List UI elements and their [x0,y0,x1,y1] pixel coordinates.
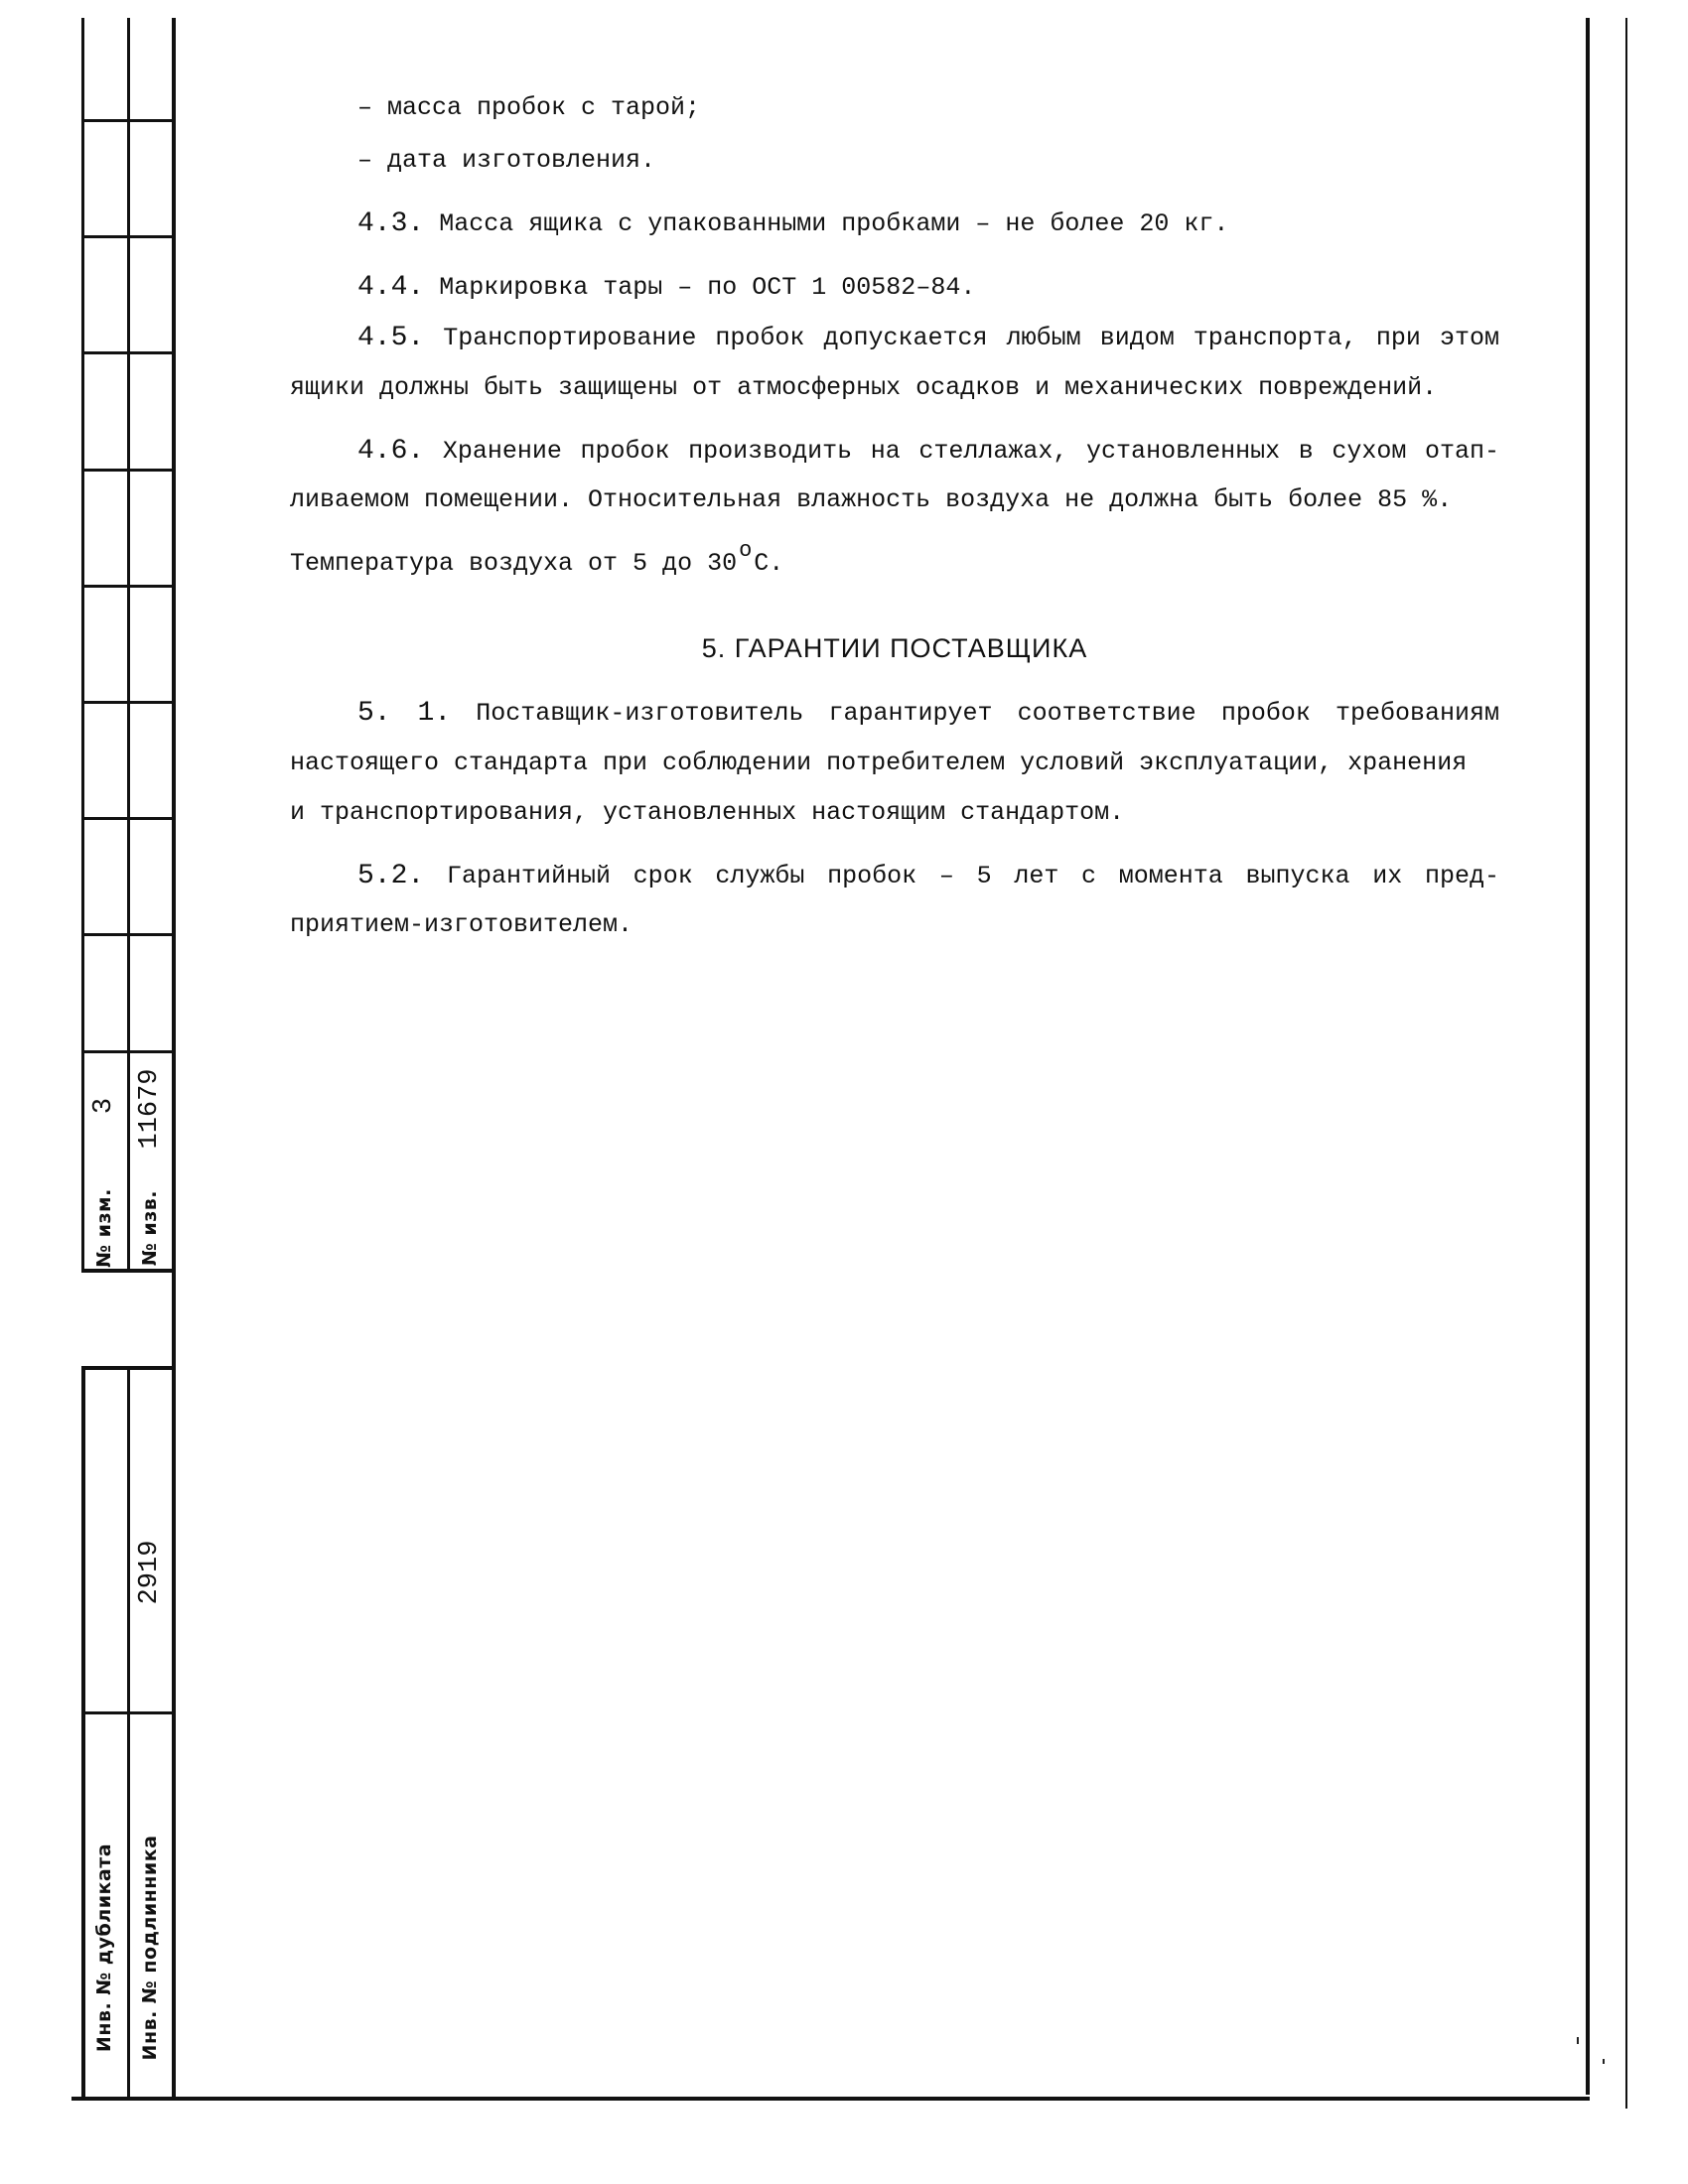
izm-label: № изм. [93,1188,115,1268]
clause-text-line: приятием-изготовителем. [290,910,633,939]
clause-number: 4.5. [357,323,425,353]
clause-4-6 [357,437,1499,467]
clause-text: Маркировка тары – по ОСТ 1 00582–84. [439,273,976,302]
clause-text-line: Хранение пробок производить на стеллажах, установленных в сухом отап- [442,437,1499,466]
clause-5-2 [357,862,1499,891]
clause-text-line [290,536,1499,579]
izm-value: 3 [89,1097,119,1115]
clause-text-line: ящики должны быть защищены от атмосферных осадков и механических повреждений. [290,373,1438,402]
podl-label: Инв. № подлинника [139,1835,161,2061]
clause-number: 4.3. [357,208,425,239]
marking-item: – дата изготовления. [357,146,656,175]
clause-4-5 [357,324,1499,353]
clause-text-line: ливаемом помещении. Относительная влажность воздуха не должна быть более 85 %. [290,485,1453,514]
marking-item: – масса пробок с тарой; [357,93,701,122]
temperature-text: Температура воздуха от 5 до 30 [290,549,738,578]
izv-value: 11679 [135,1068,165,1150]
temperature-unit: С. [754,549,784,578]
clause-text-line: Гарантийный срок службы пробок – 5 лет с момента выпуска их пред- [446,862,1499,890]
clause-4-3 [357,209,1499,239]
section-heading: 5. ГАРАНТИИ ПОСТАВЩИКА [701,633,1088,663]
clause-number: 4.6. [357,436,425,467]
clause-number: 5.2. [357,861,425,891]
clause-text: Масса ящика с упакованными пробками – не более 20 кг. [439,209,1229,238]
clause-text-line: настоящего стандарта при соблюдении потребителем условий эксплуатации, хранения [290,749,1468,777]
podl-value: 2919 [135,1540,165,1605]
clause-text-line: Поставщик-изготовитель гарантирует соответствие пробок требованиям [476,699,1499,728]
degree-sign: о [739,538,753,563]
dubl-label: Инв. № дубликата [93,1843,115,2053]
clause-5-1 [357,699,1499,729]
izv-label: № изв. [139,1189,161,1267]
clause-number: 5. 1. [357,698,452,729]
clause-text-line: Транспортирование пробок допускается любым видом транспорта, при этом [443,324,1499,352]
clause-4-4 [357,273,1499,303]
clause-text-line: и транспортирования, установленных настоящим стандартом. [290,798,1125,827]
clause-number: 4.4. [357,272,425,303]
